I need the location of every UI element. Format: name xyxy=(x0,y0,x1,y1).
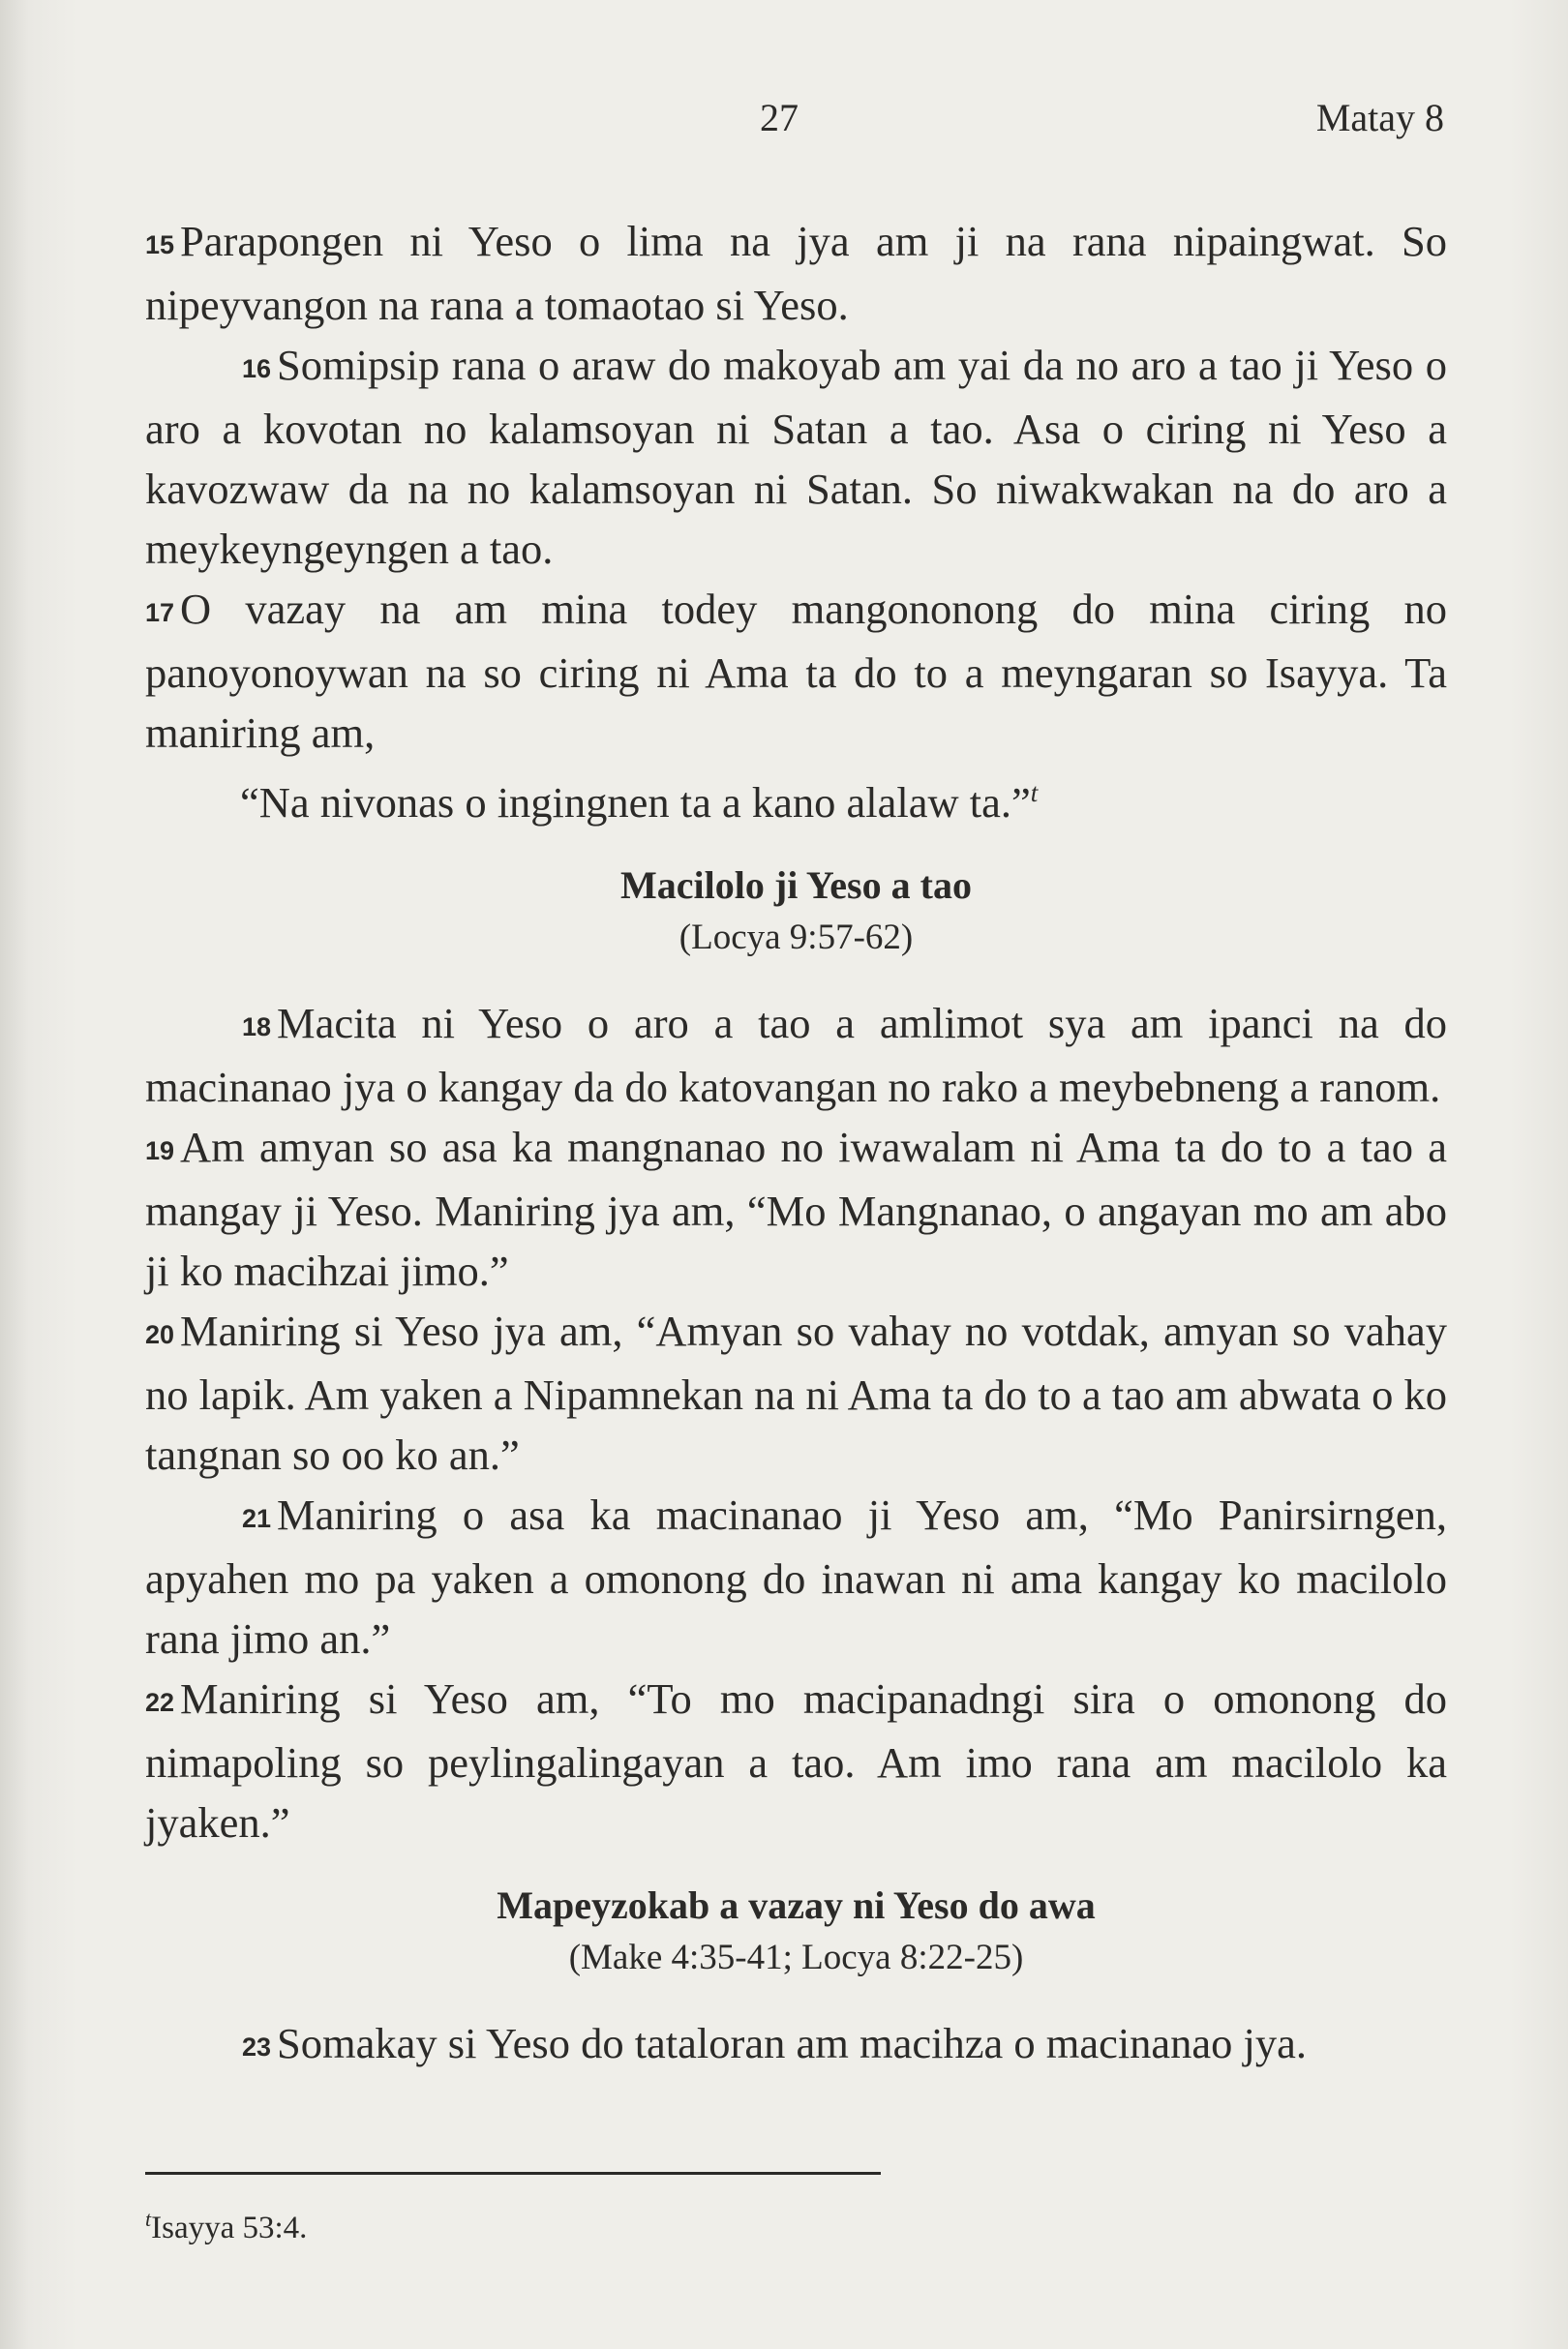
verse-text: Am amyan so asa ka mangnanao no iwawalam ni Ama ta do to a tao a mangay ji Yeso. Maniring jya am, “Mo Mangnanao, o angayan mo am abo ji ko macihzai jimo.” xyxy=(145,1123,1447,1295)
verse-number: 19 xyxy=(145,1136,175,1165)
verse-paragraph xyxy=(145,1117,1447,1301)
verse-paragraph xyxy=(145,211,1447,335)
verse-number: 21 xyxy=(242,1504,272,1533)
verse-paragraph xyxy=(145,2013,1447,2077)
section-cross-reference: (Locya 9:57-62) xyxy=(678,918,914,957)
running-title: Matay 8 xyxy=(1315,96,1444,139)
footnote-marker[interactable]: t xyxy=(1030,778,1039,807)
footnote-letter: t xyxy=(145,2207,152,2231)
verse-text: Maniring si Yeso jya am, “Amyan so vahay no votdak, amyan so vahay no lapik. Am yaken a Nipamnekan na ni Ama ta do to a tao am abwata o ko tangnan so oo ko an.” xyxy=(145,1307,1447,1479)
verse-paragraph xyxy=(145,1301,1447,1485)
verse-paragraph xyxy=(145,579,1447,763)
verse-number: 23 xyxy=(242,2033,272,2062)
section-cross-reference: (Make 4:35-41; Locya 8:22-25) xyxy=(568,1938,1024,1977)
verse-text: O vazay na am mina todey mangononong do mina ciring no panoyonoywan na so ciring ni Ama ta do to a meyngaran so Isayya. Ta maniring am, xyxy=(145,585,1447,757)
verse-text: Somipsip rana o araw do makoyab am yai da no aro a tao ji Yeso o aro a kovotan no kalamsoyan ni Satan a tao. Asa o ciring ni Yeso a kavozwaw da na no kalamsoyan ni Satan. So niwakwakan na do aro a meykeyngeyngen a tao. xyxy=(145,341,1447,573)
page-number: 27 xyxy=(760,96,799,139)
footnote xyxy=(145,2207,307,2246)
verse-paragraph xyxy=(145,993,1447,1117)
footnote-text: Isayya 53:4. xyxy=(151,2211,308,2245)
verse-number: 18 xyxy=(242,1012,272,1041)
verse-number: 15 xyxy=(145,230,175,259)
verse-text: Macita ni Yeso o aro a tao a amlimot sya am ipanci na do macinanao jya o kangay da do katovangan no rako a meybebneng a ranom. xyxy=(145,999,1447,1111)
running-head xyxy=(145,95,1444,153)
verse-text: Somakay si Yeso do tataloran am macihza o macinanao jya. xyxy=(277,2019,1308,2067)
verse-text: Parapongen ni Yeso o lima na jya am ji na rana nipaingwat. So nipeyvangon na rana a tomaotao si Yeso. xyxy=(145,217,1447,329)
chapter-text xyxy=(145,211,1447,2077)
verse-paragraph xyxy=(145,1669,1447,1852)
verse-number: 17 xyxy=(145,598,175,627)
verse-paragraph xyxy=(145,1485,1447,1669)
footnote-divider xyxy=(145,2172,881,2175)
section-heading: Mapeyzokab a vazay ni Yeso do awa xyxy=(497,1883,1096,1927)
verse-text: Maniring si Yeso am, “To mo macipanadngi sira o omonong do nimapoling so peylingalingayan a tao. Am imo rana am macilolo ka jyaken.” xyxy=(145,1674,1447,1847)
quote-text: “Na nivonas o ingingnen ta a kano alalaw ta.” xyxy=(240,778,1031,827)
verse-number: 22 xyxy=(145,1688,175,1717)
scripture-quote xyxy=(145,763,1447,832)
verse-number: 20 xyxy=(145,1320,175,1349)
section-heading: Macilolo ji Yeso a tao xyxy=(620,863,972,907)
verse-number: 16 xyxy=(242,354,272,383)
verse-text: Maniring o asa ka macinanao ji Yeso am, “Mo Panirsirngen, apyahen mo pa yaken a omonong do inawan ni ama kangay ko macilolo rana jimo an.” xyxy=(145,1491,1447,1663)
verse-paragraph xyxy=(145,335,1447,579)
